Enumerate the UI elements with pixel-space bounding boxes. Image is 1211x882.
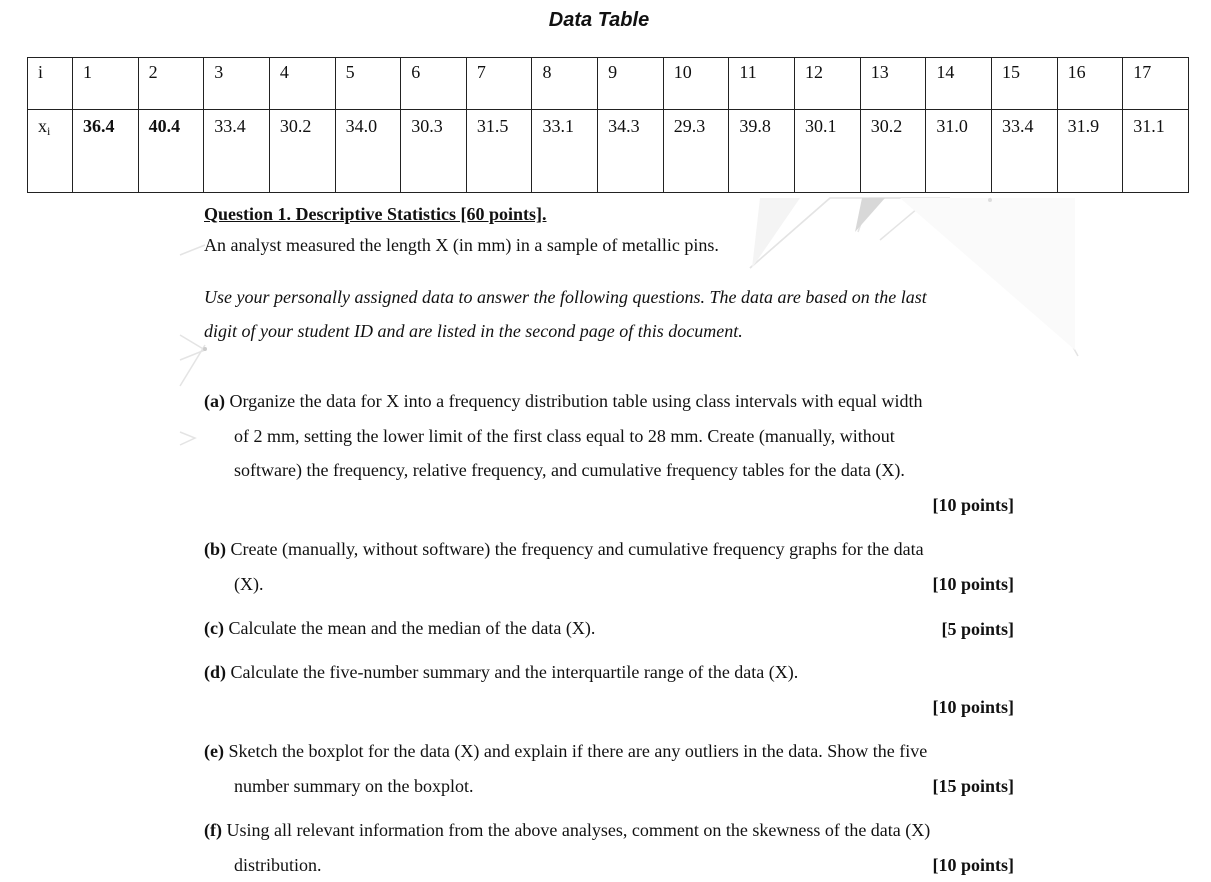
index-cell: 8 [532, 58, 598, 110]
index-row-header: i [28, 58, 73, 110]
part-d-points: [10 points] [932, 697, 1014, 718]
index-cell: 6 [401, 58, 467, 110]
value-cell: 39.8 [729, 110, 795, 193]
index-cell: 1 [73, 58, 139, 110]
part-b-line1: Create (manually, without software) the frequency and cumulative frequency graphs for the data [226, 539, 924, 559]
part-a-label: (a) [204, 391, 225, 411]
value-cell: 31.0 [926, 110, 992, 193]
value-cell: 30.2 [860, 110, 926, 193]
value-row [28, 110, 1189, 193]
question-intro: An analyst measured the length X (in mm) in a sample of metallic pins. [204, 235, 719, 256]
index-cell: 3 [204, 58, 270, 110]
index-cell: 2 [138, 58, 204, 110]
part-a-line3: software) the frequency, relative frequency, and cumulative frequency tables for the data (X). [204, 453, 1014, 488]
part-a-line2: of 2 mm, setting the lower limit of the first class equal to 28 mm. Create (manually, without [204, 419, 1014, 454]
part-f-points: [10 points] [932, 855, 1014, 876]
part-e-line2: number summary on the boxplot. [204, 769, 1014, 804]
x-subscript: i [47, 124, 50, 138]
part-b-label: (b) [204, 539, 226, 559]
index-cell: 12 [795, 58, 861, 110]
part-a-points: [10 points] [932, 495, 1014, 516]
part-d-label: (d) [204, 662, 226, 682]
index-cell: 10 [663, 58, 729, 110]
value-cell: 33.4 [204, 110, 270, 193]
value-cell: 31.1 [1123, 110, 1189, 193]
value-cell: 31.5 [466, 110, 532, 193]
value-cell: 33.1 [532, 110, 598, 193]
part-b [204, 532, 1014, 601]
part-c-line1: Calculate the mean and the median of the data (X). [224, 618, 595, 638]
part-d-line1: Calculate the five-number summary and the interquartile range of the data (X). [226, 662, 798, 682]
index-row [28, 58, 1189, 110]
part-f-line2: distribution. [204, 848, 1014, 882]
part-a-line1: Organize the data for X into a frequency distribution table using class intervals with equal width [225, 391, 922, 411]
part-e-label: (e) [204, 741, 224, 761]
x-symbol: x [38, 116, 47, 136]
value-cell: 36.4 [73, 110, 139, 193]
index-cell: 14 [926, 58, 992, 110]
part-f [204, 813, 1014, 882]
part-f-label: (f) [204, 820, 222, 840]
value-cell: 30.1 [795, 110, 861, 193]
part-e-points: [15 points] [932, 776, 1014, 797]
instruction-line-2: digit of your student ID and are listed in the second page of this document. [204, 321, 743, 342]
part-d [204, 655, 1014, 690]
index-cell: 5 [335, 58, 401, 110]
data-table [27, 57, 1189, 193]
value-cell: 33.4 [991, 110, 1057, 193]
value-cell: 34.3 [598, 110, 664, 193]
part-f-line1: Using all relevant information from the above analyses, comment on the skewness of the data (X) [222, 820, 930, 840]
index-cell: 9 [598, 58, 664, 110]
instruction-line-1: Use your personally assigned data to answer the following questions. The data are based on the last [204, 287, 927, 308]
value-cell: 30.2 [269, 110, 335, 193]
index-cell: 16 [1057, 58, 1123, 110]
value-cell: 40.4 [138, 110, 204, 193]
index-cell: 4 [269, 58, 335, 110]
part-e [204, 734, 1014, 803]
value-cell: 29.3 [663, 110, 729, 193]
index-cell: 17 [1123, 58, 1189, 110]
part-a [204, 384, 1014, 488]
question-heading: Question 1. Descriptive Statistics [60 points]. [204, 204, 546, 225]
part-b-points: [10 points] [932, 574, 1014, 595]
part-c-label: (c) [204, 618, 224, 638]
value-cell: 31.9 [1057, 110, 1123, 193]
value-cell: 34.0 [335, 110, 401, 193]
index-cell: 11 [729, 58, 795, 110]
index-cell: 15 [991, 58, 1057, 110]
index-cell: 7 [466, 58, 532, 110]
page-title: Data Table [0, 9, 1198, 32]
value-row-header [28, 110, 73, 193]
index-cell: 13 [860, 58, 926, 110]
part-c [204, 611, 1014, 646]
value-cell: 30.3 [401, 110, 467, 193]
part-c-points: [5 points] [941, 619, 1014, 640]
part-e-line1: Sketch the boxplot for the data (X) and explain if there are any outliers in the data. Show the five [224, 741, 927, 761]
part-b-line2: (X). [204, 567, 1014, 602]
